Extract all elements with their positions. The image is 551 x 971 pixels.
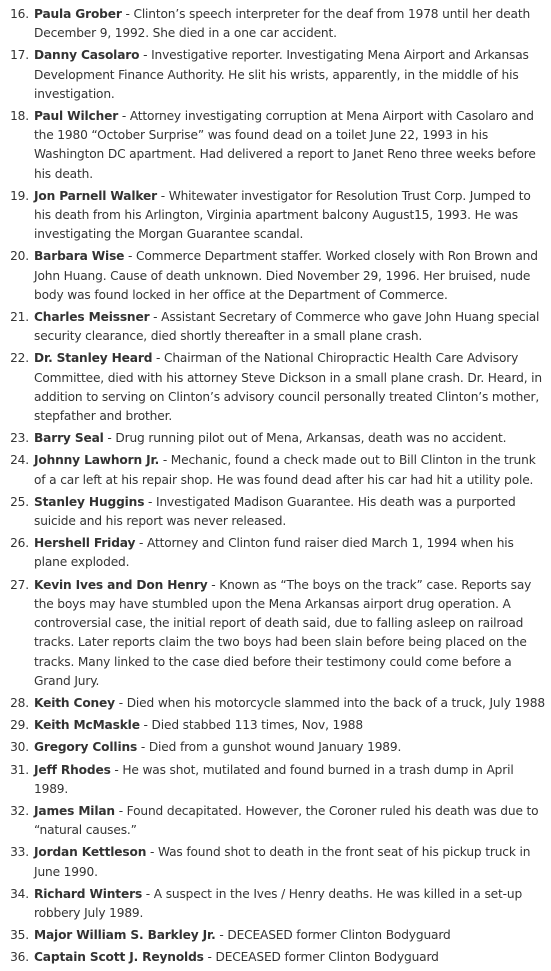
list-item xyxy=(0,534,551,575)
person-name: Hershell Friday xyxy=(34,536,136,551)
person-name: Paula Grober xyxy=(34,7,122,21)
item-content: Captain Scott J. Reynolds - DECEASED former Clinton Bodyguard xyxy=(34,950,439,965)
item-number: 21. xyxy=(10,310,29,325)
item-content: Johnny Lawhorn Jr. - Mechanic, found a check made out to Bill Clinton in the trunk of a car left at his repair shop. He was found dead after his car had hit a utility pole. xyxy=(34,453,536,487)
item-description: Commerce Department staffer. Worked closely with Ron Brown and John Huang. Cause of death unknown. Died November 29, 1996. Her bruised, nude body was found locked in her office at the Department of Commerce. xyxy=(34,249,538,302)
item-description: Investigated Madison Guarantee. His death was a purported suicide and his report was never released. xyxy=(34,494,516,529)
item-description: Clinton’s speech interpreter for the deaf from 1978 until her death December 9, 1992. She died in a one car accident. xyxy=(34,7,531,41)
list-item xyxy=(0,843,551,884)
person-name: Keith Coney xyxy=(34,695,115,710)
person-name: Major William S. Barkley Jr. xyxy=(34,928,216,943)
item-number: 36. xyxy=(10,950,29,965)
item-description: Mechanic, found a check made out to Bill Clinton in the trunk of a car left at his repair shop. He was found dead after his car had hit a utility pole. xyxy=(34,453,536,487)
person-name: Danny Casolaro xyxy=(34,48,140,63)
list-item xyxy=(0,46,551,107)
list-item xyxy=(0,493,551,534)
item-description: A suspect in the Ives / Henry deaths. He was killed in a set-up robbery July 1989. xyxy=(34,886,523,920)
item-content: Danny Casolaro - Investigative reporter. Investigating Mena Airport and Arkansas Development Finance Authority. He slit his wrists, apparently, in the middle of his investigation. xyxy=(34,48,529,101)
item-description: DECEASED former Clinton Bodyguard xyxy=(215,950,439,965)
item-description: Was found shot to death in the front seat of his pickup truck in June 1990. xyxy=(34,845,531,879)
list-item xyxy=(0,576,551,694)
person-name: Stanley Huggins xyxy=(34,494,145,509)
list-item xyxy=(0,349,551,429)
item-number: 23. xyxy=(10,431,29,446)
list-item xyxy=(0,694,551,716)
item-number: 29. xyxy=(10,718,29,733)
item-number: 31. xyxy=(10,762,29,777)
item-content: Gregory Collins - Died from a gunshot wound January 1989. xyxy=(34,740,402,755)
item-number: 34. xyxy=(10,886,29,901)
item-content: Barry Seal - Drug running pilot out of Mena, Arkansas, death was no accident. xyxy=(34,431,507,446)
item-number: 27. xyxy=(10,577,29,592)
person-name: James Milan xyxy=(34,803,115,818)
item-number: 22. xyxy=(10,351,29,366)
item-description: Died from a gunshot wound January 1989. xyxy=(148,740,402,755)
item-description: Chairman of the National Chiropractic Health Care Advisory Committee, died with his attorney Steve Dickson in a small plane crash. Dr. Heard, in addition to serving on Clinton’s advisory council personally treated Clinton’s mother, stepfather and brother. xyxy=(34,351,542,424)
item-description: Drug running pilot out of Mena, Arkansas, death was no accident. xyxy=(115,431,507,446)
item-content: Stanley Huggins - Investigated Madison Guarantee. His death was a purported suicide and his report was never released. xyxy=(34,494,516,529)
item-number: 24. xyxy=(10,453,29,468)
item-number: 19. xyxy=(10,188,29,203)
item-content: Richard Winters - A suspect in the Ives / Henry deaths. He was killed in a set-up robbery July 1989. xyxy=(34,886,523,920)
item-content: Keith Coney - Died when his motorcycle slammed into the back of a truck, July 1988 xyxy=(34,695,545,710)
list-item xyxy=(0,429,551,451)
list-item xyxy=(0,802,551,843)
list-item xyxy=(0,761,551,802)
person-name: Captain Scott J. Reynolds xyxy=(34,950,204,965)
item-content: Dr. Stanley Heard - Chairman of the National Chiropractic Health Care Advisory Committee, died with his attorney Steve Dickson in a small plane crash. Dr. Heard, in addition to serving on Clinton’s advisory council personally treated Clinton’s mother, stepfather and brother. xyxy=(34,351,542,424)
item-content: Paula Grober - Clinton’s speech interpreter for the deaf from 1978 until her death December 9, 1992. She died in a one car accident. xyxy=(34,7,531,41)
list-item xyxy=(0,247,551,308)
person-name: Jordan Kettleson xyxy=(34,845,147,860)
list-item xyxy=(0,926,551,948)
list-item xyxy=(0,948,551,970)
item-number: 26. xyxy=(10,536,29,551)
item-description: He was shot, mutilated and found burned in a trash dump in April 1989. xyxy=(34,762,514,796)
item-content: Hershell Friday - Attorney and Clinton fund raiser died March 1, 1994 when his plane exploded. xyxy=(34,536,514,570)
item-number: 32. xyxy=(10,803,29,818)
person-name: Richard Winters xyxy=(34,886,143,901)
item-number: 20. xyxy=(10,249,29,264)
item-number: 28. xyxy=(10,695,29,710)
item-description: Investigative reporter. Investigating Mena Airport and Arkansas Development Finance Authority. He slit his wrists, apparently, in the middle of his investigation. xyxy=(34,48,529,101)
person-name: Gregory Collins xyxy=(34,740,138,755)
item-number: 30. xyxy=(10,740,29,755)
person-name: Barbara Wise xyxy=(34,249,125,264)
item-number: 16. xyxy=(10,7,29,21)
list-item xyxy=(0,187,551,248)
person-name: Keith McMaskle xyxy=(34,718,140,733)
item-description: DECEASED former Clinton Bodyguard xyxy=(227,928,451,943)
list-item xyxy=(0,716,551,738)
person-name: Jon Parnell Walker xyxy=(34,188,157,203)
item-number: 33. xyxy=(10,845,29,860)
item-content: Barbara Wise - Commerce Department staffer. Worked closely with Ron Brown and John Huang. Cause of death unknown. Died November 29, 1996. Her bruised, nude body was found locked in her office at the Department of Commerce. xyxy=(34,249,538,302)
item-number: 17. xyxy=(10,48,29,63)
item-content: Kevin Ives and Don Henry - Known as “The boys on the track” case. Reports say the boys may have stumbled upon the Mena Arkansas airport drug operation. A controversial case, the initial report of death said, due to falling asleep on railroad tracks. Later reports claim the two boys had been slain before being placed on the tracks. Many linked to the case died before their testimony could come before a Grand Jury. xyxy=(34,577,532,688)
item-content: Major William S. Barkley Jr. - DECEASED former Clinton Bodyguard xyxy=(34,928,451,943)
item-description: Whitewater investigator for Resolution Trust Corp. Jumped to his death from his Arlington, Virginia apartment balcony August15, 1993. He was investigating the Morgan Guarantee scandal. xyxy=(34,188,531,242)
item-content: James Milan - Found decapitated. However, the Coroner ruled his death was due to “natural causes.” xyxy=(34,803,539,838)
item-description: Known as “The boys on the track” case. Reports say the boys may have stumbled upon the Mena Arkansas airport drug operation. A controversial case, the initial report of death said, due to falling asleep on railroad tracks. Later reports claim the two boys had been slain before being placed on the tracks. Many linked to the case died before their testimony could come before a Grand Jury. xyxy=(34,577,532,688)
person-name: Paul Wilcher xyxy=(34,109,119,124)
item-description: Assistant Secretary of Commerce who gave John Huang special security clearance, died shortly thereafter in a small plane crash. xyxy=(34,310,540,344)
list-item xyxy=(0,738,551,760)
item-content: Jordan Kettleson - Was found shot to death in the front seat of his pickup truck in June 1990. xyxy=(34,845,531,879)
item-content: Paul Wilcher - Attorney investigating corruption at Mena Airport with Casolaro and the 1980 “October Surprise” was found dead on a toilet June 22, 1993 in his Washington DC apartment. Had delivered a report to Janet Reno three weeks before his death. xyxy=(34,109,536,181)
list-item xyxy=(0,308,551,349)
item-content: Keith McMaskle - Died stabbed 113 times, Nov, 1988 xyxy=(34,718,363,733)
item-description: Attorney investigating corruption at Mena Airport with Casolaro and the 1980 “October Surprise” was found dead on a toilet June 22, 1993 in his Washington DC apartment. Had delivered a report to Janet Reno three weeks before his death. xyxy=(34,109,536,181)
item-content: Jeff Rhodes - He was shot, mutilated and found burned in a trash dump in April 1989. xyxy=(34,762,514,796)
item-content: Charles Meissner - Assistant Secretary of Commerce who gave John Huang special security clearance, died shortly thereafter in a small plane crash. xyxy=(34,310,540,344)
item-description: Died when his motorcycle slammed into the back of a truck, July 1988 xyxy=(126,695,545,710)
item-number: 18. xyxy=(10,109,29,124)
item-number: 25. xyxy=(10,494,29,509)
person-name: Charles Meissner xyxy=(34,310,150,325)
item-content: Jon Parnell Walker - Whitewater investigator for Resolution Trust Corp. Jumped to his death from his Arlington, Virginia apartment balcony August15, 1993. He was investigating the Morgan Guarantee scandal. xyxy=(34,188,531,242)
item-description: Died stabbed 113 times, Nov, 1988 xyxy=(151,718,363,733)
item-number: 35. xyxy=(10,928,29,943)
list-item xyxy=(0,107,551,187)
person-name: Johnny Lawhorn Jr. xyxy=(34,453,160,468)
list-item xyxy=(0,5,551,46)
person-name: Dr. Stanley Heard xyxy=(34,351,153,366)
item-description: Attorney and Clinton fund raiser died March 1, 1994 when his plane exploded. xyxy=(34,536,514,570)
person-name: Kevin Ives and Don Henry xyxy=(34,577,208,592)
list-item xyxy=(0,885,551,926)
person-name: Jeff Rhodes xyxy=(34,762,111,777)
list-item xyxy=(0,451,551,492)
item-description: Found decapitated. However, the Coroner ruled his death was due to “natural causes.” xyxy=(34,803,539,838)
person-name: Barry Seal xyxy=(34,431,104,446)
